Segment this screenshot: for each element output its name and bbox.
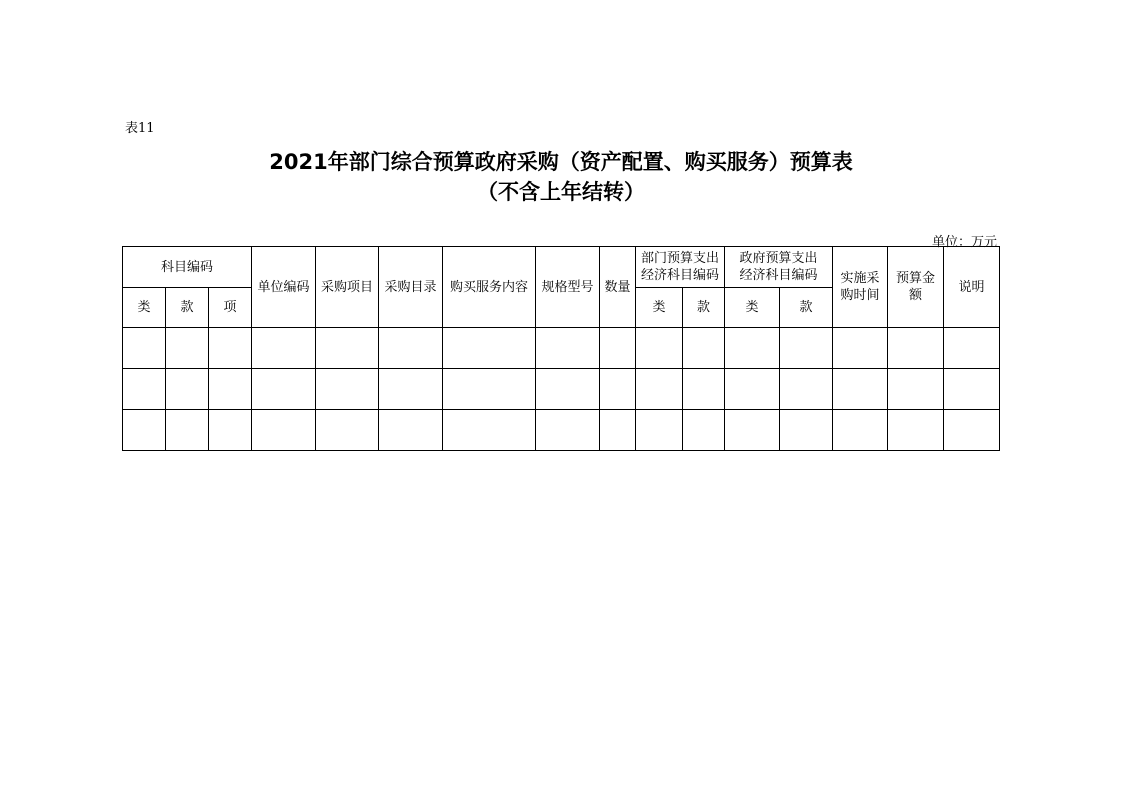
unit-label: 单位：万元 (931, 235, 997, 250)
table-cell (725, 410, 780, 451)
table-cell (379, 369, 443, 410)
header-gov-econ-code (725, 247, 833, 288)
table-cell (888, 369, 944, 410)
header-purchase-catalog: 采购目录 (379, 247, 443, 328)
table-cell (316, 410, 379, 451)
header-budget-amount-line1: 预算金 (896, 271, 936, 286)
header-purchase-item: 采购项目 (316, 247, 379, 328)
header-impl-time-line2: 购时间 (840, 288, 880, 303)
subheader-dept-lei: 类 (636, 288, 683, 328)
procurement-budget-table (122, 246, 1000, 451)
table-cell (725, 328, 780, 369)
table-cell (123, 369, 166, 410)
table-cell (600, 410, 636, 451)
subheader-subject-kuan: 款 (166, 288, 209, 328)
table-cell (600, 369, 636, 410)
table-cell (252, 410, 316, 451)
header-dept-econ-line2: 经济科目编码 (641, 268, 720, 283)
header-spec-model: 规格型号 (536, 247, 600, 328)
table-cell (888, 328, 944, 369)
table-cell (725, 369, 780, 410)
header-remark: 说明 (944, 247, 1000, 328)
table-cell (209, 410, 252, 451)
header-row-1 (123, 247, 1000, 288)
subheader-dept-kuan: 款 (683, 288, 725, 328)
table-cell (944, 410, 1000, 451)
table-cell (636, 328, 683, 369)
table-number: 表11 (125, 121, 155, 136)
table-cell (123, 328, 166, 369)
table-cell (536, 328, 600, 369)
table-cell (443, 369, 536, 410)
table-cell (683, 410, 725, 451)
table-cell (636, 369, 683, 410)
table-cell (166, 410, 209, 451)
table-cell (209, 369, 252, 410)
table-cell (443, 410, 536, 451)
table-cell (833, 369, 888, 410)
table-cell (683, 328, 725, 369)
header-service-content: 购买服务内容 (443, 247, 536, 328)
table-cell (379, 410, 443, 451)
header-subject-code: 科目编码 (123, 247, 252, 288)
table-cell (166, 328, 209, 369)
table-row (123, 369, 1000, 410)
subheader-subject-xiang: 项 (209, 288, 252, 328)
table-cell (316, 328, 379, 369)
table-row (123, 328, 1000, 369)
table-cell (443, 328, 536, 369)
header-dept-econ-line1: 部门预算支出 (641, 251, 720, 266)
table-cell (379, 328, 443, 369)
header-gov-econ-line2: 经济科目编码 (739, 268, 818, 283)
table-cell (780, 328, 833, 369)
table-cell (252, 328, 316, 369)
table-cell (316, 369, 379, 410)
header-budget-amount (888, 247, 944, 328)
table-cell (780, 369, 833, 410)
table-cell (123, 410, 166, 451)
header-gov-econ-line1: 政府预算支出 (739, 251, 818, 266)
document-subtitle: （不含上年结转） (477, 180, 645, 204)
table-cell (833, 410, 888, 451)
document-title: 2021年部门综合预算政府采购（资产配置、购买服务）预算表 (269, 150, 853, 174)
table-cell (944, 369, 1000, 410)
table-cell (683, 369, 725, 410)
table-cell (536, 410, 600, 451)
subheader-gov-lei: 类 (725, 288, 780, 328)
header-quantity: 数量 (600, 247, 636, 328)
table-cell (600, 328, 636, 369)
table-cell (888, 410, 944, 451)
header-impl-time (833, 247, 888, 328)
table-cell (780, 410, 833, 451)
subheader-gov-kuan: 款 (780, 288, 833, 328)
table-cell (166, 369, 209, 410)
table-cell (252, 369, 316, 410)
table-cell (944, 328, 1000, 369)
table-cell (536, 369, 600, 410)
table-body (123, 328, 1000, 451)
header-unit-code: 单位编码 (252, 247, 316, 328)
header-dept-econ-code (636, 247, 725, 288)
table-row (123, 410, 1000, 451)
table-cell (209, 328, 252, 369)
header-budget-amount-line2: 额 (909, 288, 923, 303)
header-impl-time-line1: 实施采 (840, 271, 880, 286)
table-cell (833, 328, 888, 369)
table-cell (636, 410, 683, 451)
subheader-subject-lei: 类 (123, 288, 166, 328)
